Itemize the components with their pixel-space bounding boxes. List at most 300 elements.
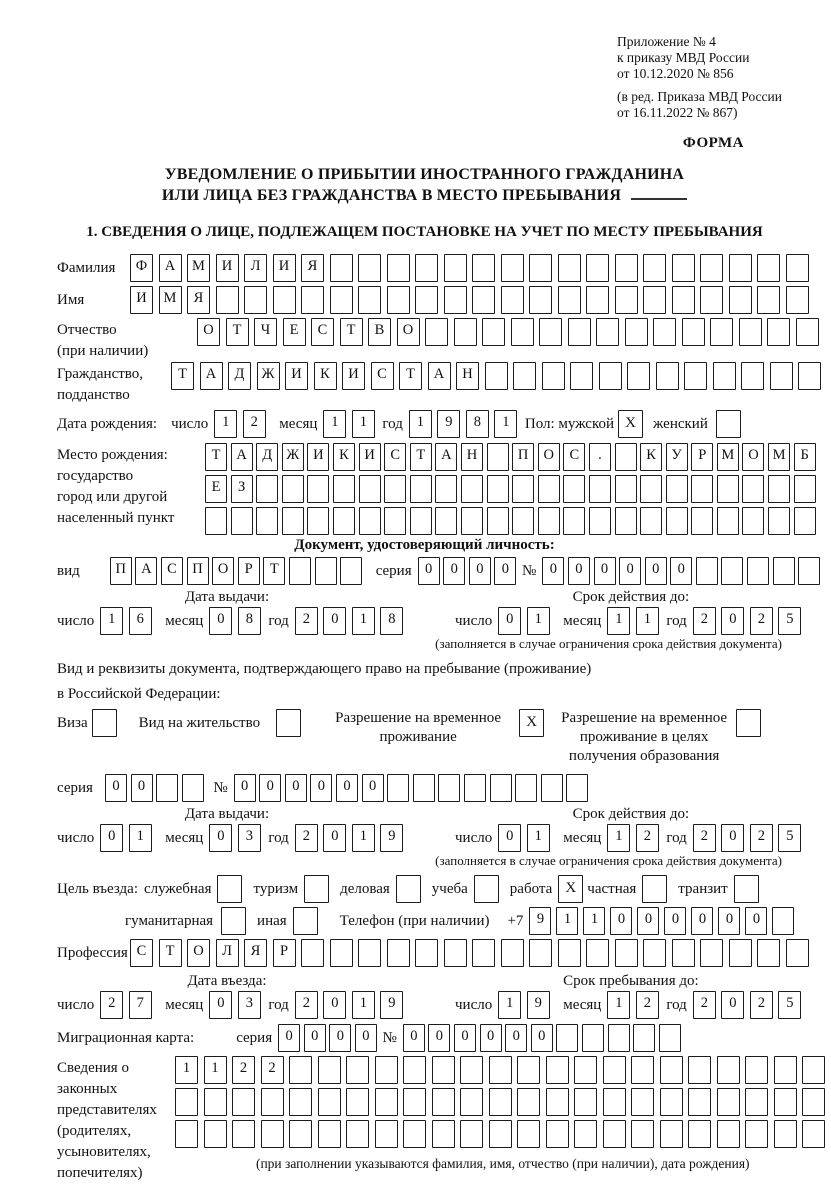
char-cell[interactable]: 8 <box>238 607 261 635</box>
char-cell[interactable] <box>710 318 733 346</box>
char-cell[interactable] <box>786 939 809 967</box>
char-cell[interactable] <box>659 1024 681 1052</box>
char-cell[interactable]: 0 <box>721 824 744 852</box>
char-cell[interactable] <box>541 774 563 802</box>
char-cell[interactable]: А <box>435 443 457 471</box>
char-cell[interactable] <box>688 1088 711 1116</box>
char-cell[interactable]: 1 <box>527 824 550 852</box>
char-cell[interactable] <box>359 475 381 503</box>
char-cell[interactable] <box>461 507 483 535</box>
char-cell[interactable] <box>798 362 821 390</box>
char-cell[interactable] <box>729 939 752 967</box>
char-cell[interactable]: И <box>216 254 239 282</box>
char-cell[interactable] <box>340 557 362 585</box>
char-cell[interactable] <box>346 1056 369 1084</box>
char-cell[interactable]: Н <box>456 362 479 390</box>
char-cell[interactable] <box>387 254 410 282</box>
char-cell[interactable]: П <box>512 443 534 471</box>
char-cell[interactable] <box>570 362 593 390</box>
char-cell[interactable] <box>558 254 581 282</box>
char-cell[interactable] <box>454 318 477 346</box>
char-cell[interactable]: А <box>200 362 223 390</box>
char-cell[interactable]: 0 <box>323 991 346 1019</box>
char-cell[interactable] <box>318 1120 341 1148</box>
char-cell[interactable] <box>643 286 666 314</box>
char-cell[interactable] <box>802 1120 825 1148</box>
education-permit-checkbox[interactable] <box>736 709 761 737</box>
char-cell[interactable] <box>684 362 707 390</box>
char-cell[interactable] <box>487 475 509 503</box>
char-cell[interactable] <box>757 939 780 967</box>
char-cell[interactable]: Б <box>794 443 816 471</box>
char-cell[interactable] <box>156 774 178 802</box>
char-cell[interactable] <box>700 254 723 282</box>
char-cell[interactable] <box>359 507 381 535</box>
char-cell[interactable] <box>358 286 381 314</box>
char-cell[interactable]: С <box>130 939 153 967</box>
char-cell[interactable]: Д <box>228 362 251 390</box>
char-cell[interactable] <box>742 507 764 535</box>
char-cell[interactable] <box>615 254 638 282</box>
char-cell[interactable] <box>774 1088 797 1116</box>
char-cell[interactable] <box>501 286 524 314</box>
char-cell[interactable] <box>487 507 509 535</box>
char-cell[interactable]: 9 <box>380 991 403 1019</box>
char-cell[interactable] <box>501 939 524 967</box>
char-cell[interactable]: 2 <box>295 824 318 852</box>
char-cell[interactable] <box>772 907 794 935</box>
char-cell[interactable]: 1 <box>607 991 630 1019</box>
char-cell[interactable]: 2 <box>636 991 659 1019</box>
char-cell[interactable] <box>660 1120 683 1148</box>
char-cell[interactable] <box>717 507 739 535</box>
char-cell[interactable]: 0 <box>454 1024 476 1052</box>
char-cell[interactable]: 9 <box>437 410 460 438</box>
char-cell[interactable]: И <box>285 362 308 390</box>
char-cell[interactable] <box>489 1056 512 1084</box>
char-cell[interactable] <box>413 774 435 802</box>
char-cell[interactable]: 0 <box>645 557 667 585</box>
char-cell[interactable] <box>490 774 512 802</box>
char-cell[interactable] <box>691 475 713 503</box>
char-cell[interactable] <box>529 286 552 314</box>
char-cell[interactable]: 0 <box>105 774 127 802</box>
char-cell[interactable]: О <box>538 443 560 471</box>
char-cell[interactable]: 0 <box>336 774 358 802</box>
char-cell[interactable] <box>387 774 409 802</box>
char-cell[interactable]: С <box>161 557 183 585</box>
char-cell[interactable] <box>512 475 534 503</box>
char-cell[interactable]: 0 <box>745 907 767 935</box>
char-cell[interactable] <box>691 507 713 535</box>
char-cell[interactable] <box>688 1056 711 1084</box>
char-cell[interactable]: К <box>640 443 662 471</box>
char-cell[interactable] <box>289 1120 312 1148</box>
purpose-other-checkbox[interactable] <box>293 907 318 935</box>
char-cell[interactable]: 1 <box>607 607 630 635</box>
char-cell[interactable] <box>485 362 508 390</box>
char-cell[interactable] <box>511 318 534 346</box>
char-cell[interactable] <box>653 318 676 346</box>
char-cell[interactable]: 2 <box>232 1056 255 1084</box>
char-cell[interactable] <box>786 254 809 282</box>
char-cell[interactable] <box>773 557 795 585</box>
char-cell[interactable] <box>256 475 278 503</box>
char-cell[interactable]: 0 <box>594 557 616 585</box>
char-cell[interactable]: 8 <box>380 607 403 635</box>
char-cell[interactable] <box>672 254 695 282</box>
char-cell[interactable]: Д <box>256 443 278 471</box>
char-cell[interactable] <box>432 1056 455 1084</box>
char-cell[interactable]: 1 <box>323 410 346 438</box>
char-cell[interactable] <box>346 1120 369 1148</box>
char-cell[interactable]: . <box>589 443 611 471</box>
char-cell[interactable] <box>739 318 762 346</box>
char-cell[interactable]: Т <box>263 557 285 585</box>
char-cell[interactable]: 2 <box>693 824 716 852</box>
char-cell[interactable]: С <box>563 443 585 471</box>
char-cell[interactable]: 0 <box>664 907 686 935</box>
char-cell[interactable] <box>615 286 638 314</box>
char-cell[interactable]: Ж <box>257 362 280 390</box>
char-cell[interactable]: 2 <box>693 991 716 1019</box>
char-cell[interactable] <box>432 1088 455 1116</box>
char-cell[interactable] <box>589 507 611 535</box>
char-cell[interactable]: О <box>397 318 420 346</box>
char-cell[interactable] <box>717 475 739 503</box>
char-cell[interactable] <box>603 1088 626 1116</box>
char-cell[interactable] <box>568 318 591 346</box>
char-cell[interactable]: 0 <box>418 557 440 585</box>
char-cell[interactable] <box>472 939 495 967</box>
char-cell[interactable] <box>574 1120 597 1148</box>
char-cell[interactable]: П <box>110 557 132 585</box>
char-cell[interactable] <box>489 1120 512 1148</box>
char-cell[interactable] <box>216 286 239 314</box>
char-cell[interactable] <box>261 1088 284 1116</box>
char-cell[interactable] <box>741 362 764 390</box>
char-cell[interactable]: 0 <box>721 991 744 1019</box>
char-cell[interactable] <box>796 318 819 346</box>
char-cell[interactable] <box>333 507 355 535</box>
char-cell[interactable] <box>563 475 585 503</box>
char-cell[interactable] <box>717 1088 740 1116</box>
char-cell[interactable]: А <box>231 443 253 471</box>
char-cell[interactable] <box>586 286 609 314</box>
char-cell[interactable] <box>410 507 432 535</box>
char-cell[interactable] <box>586 939 609 967</box>
char-cell[interactable]: 2 <box>261 1056 284 1084</box>
char-cell[interactable]: Т <box>205 443 227 471</box>
char-cell[interactable]: У <box>666 443 688 471</box>
char-cell[interactable]: 0 <box>428 1024 450 1052</box>
char-cell[interactable]: М <box>717 443 739 471</box>
char-cell[interactable] <box>558 286 581 314</box>
char-cell[interactable]: 6 <box>129 607 152 635</box>
char-cell[interactable]: Р <box>691 443 713 471</box>
char-cell[interactable]: 2 <box>636 824 659 852</box>
char-cell[interactable]: 1 <box>204 1056 227 1084</box>
char-cell[interactable]: С <box>311 318 334 346</box>
char-cell[interactable] <box>403 1120 426 1148</box>
char-cell[interactable]: З <box>231 475 253 503</box>
char-cell[interactable] <box>546 1120 569 1148</box>
char-cell[interactable]: 0 <box>259 774 281 802</box>
char-cell[interactable] <box>333 475 355 503</box>
char-cell[interactable] <box>538 507 560 535</box>
char-cell[interactable]: 1 <box>494 410 517 438</box>
char-cell[interactable] <box>482 318 505 346</box>
char-cell[interactable]: Т <box>399 362 422 390</box>
char-cell[interactable]: 1 <box>129 824 152 852</box>
char-cell[interactable] <box>802 1056 825 1084</box>
char-cell[interactable]: 0 <box>310 774 332 802</box>
char-cell[interactable] <box>315 557 337 585</box>
char-cell[interactable] <box>696 557 718 585</box>
char-cell[interactable] <box>688 1120 711 1148</box>
char-cell[interactable]: 0 <box>568 557 590 585</box>
visa-checkbox[interactable] <box>92 709 117 737</box>
char-cell[interactable]: М <box>159 286 182 314</box>
char-cell[interactable] <box>175 1120 198 1148</box>
char-cell[interactable]: 0 <box>637 907 659 935</box>
char-cell[interactable] <box>461 475 483 503</box>
char-cell[interactable]: 1 <box>100 607 123 635</box>
char-cell[interactable] <box>415 286 438 314</box>
char-cell[interactable]: С <box>371 362 394 390</box>
char-cell[interactable] <box>745 1120 768 1148</box>
char-cell[interactable] <box>438 774 460 802</box>
char-cell[interactable]: 0 <box>278 1024 300 1052</box>
char-cell[interactable] <box>487 443 509 471</box>
char-cell[interactable]: О <box>197 318 220 346</box>
char-cell[interactable] <box>301 939 324 967</box>
char-cell[interactable]: 0 <box>443 557 465 585</box>
char-cell[interactable]: 9 <box>529 907 551 935</box>
char-cell[interactable] <box>660 1088 683 1116</box>
char-cell[interactable] <box>672 286 695 314</box>
char-cell[interactable]: 2 <box>750 607 773 635</box>
char-cell[interactable] <box>289 1088 312 1116</box>
char-cell[interactable]: 0 <box>531 1024 553 1052</box>
char-cell[interactable] <box>643 939 666 967</box>
char-cell[interactable] <box>768 475 790 503</box>
char-cell[interactable]: 2 <box>243 410 266 438</box>
char-cell[interactable] <box>472 254 495 282</box>
char-cell[interactable]: Я <box>244 939 267 967</box>
char-cell[interactable] <box>330 254 353 282</box>
purpose-transit-checkbox[interactable] <box>734 875 759 903</box>
char-cell[interactable] <box>232 1088 255 1116</box>
char-cell[interactable]: 0 <box>403 1024 425 1052</box>
char-cell[interactable] <box>432 1120 455 1148</box>
char-cell[interactable]: М <box>187 254 210 282</box>
char-cell[interactable]: 1 <box>636 607 659 635</box>
char-cell[interactable] <box>603 1120 626 1148</box>
char-cell[interactable] <box>529 254 552 282</box>
char-cell[interactable] <box>472 286 495 314</box>
char-cell[interactable]: Л <box>216 939 239 967</box>
char-cell[interactable]: 1 <box>527 607 550 635</box>
char-cell[interactable] <box>615 507 637 535</box>
char-cell[interactable] <box>713 362 736 390</box>
char-cell[interactable] <box>682 318 705 346</box>
char-cell[interactable] <box>542 362 565 390</box>
char-cell[interactable] <box>608 1024 630 1052</box>
char-cell[interactable]: И <box>307 443 329 471</box>
char-cell[interactable]: Я <box>301 254 324 282</box>
purpose-study-checkbox[interactable] <box>474 875 499 903</box>
char-cell[interactable] <box>410 475 432 503</box>
char-cell[interactable]: О <box>212 557 234 585</box>
char-cell[interactable]: Ж <box>282 443 304 471</box>
char-cell[interactable]: А <box>428 362 451 390</box>
char-cell[interactable]: А <box>135 557 157 585</box>
char-cell[interactable] <box>232 1120 255 1148</box>
char-cell[interactable]: 0 <box>323 607 346 635</box>
char-cell[interactable]: О <box>742 443 764 471</box>
char-cell[interactable] <box>774 1120 797 1148</box>
char-cell[interactable] <box>627 362 650 390</box>
char-cell[interactable] <box>631 1088 654 1116</box>
char-cell[interactable] <box>384 475 406 503</box>
char-cell[interactable] <box>640 507 662 535</box>
char-cell[interactable] <box>717 1120 740 1148</box>
char-cell[interactable] <box>231 507 253 535</box>
char-cell[interactable]: 1 <box>409 410 432 438</box>
char-cell[interactable]: 1 <box>352 607 375 635</box>
char-cell[interactable] <box>794 507 816 535</box>
char-cell[interactable] <box>175 1088 198 1116</box>
char-cell[interactable] <box>182 774 204 802</box>
temporary-permit-checkbox[interactable]: X <box>519 709 544 737</box>
char-cell[interactable]: 8 <box>466 410 489 438</box>
char-cell[interactable] <box>301 286 324 314</box>
sex-female-checkbox[interactable] <box>716 410 741 438</box>
char-cell[interactable] <box>660 1056 683 1084</box>
char-cell[interactable] <box>631 1056 654 1084</box>
char-cell[interactable] <box>633 1024 655 1052</box>
char-cell[interactable] <box>261 1120 284 1148</box>
char-cell[interactable]: 2 <box>750 991 773 1019</box>
char-cell[interactable]: К <box>333 443 355 471</box>
char-cell[interactable] <box>318 1056 341 1084</box>
purpose-work-checkbox[interactable]: X <box>558 875 583 903</box>
char-cell[interactable] <box>745 1056 768 1084</box>
char-cell[interactable] <box>747 557 769 585</box>
char-cell[interactable] <box>672 939 695 967</box>
char-cell[interactable]: И <box>359 443 381 471</box>
char-cell[interactable] <box>358 254 381 282</box>
char-cell[interactable]: 0 <box>234 774 256 802</box>
char-cell[interactable] <box>656 362 679 390</box>
char-cell[interactable] <box>538 475 560 503</box>
char-cell[interactable]: 0 <box>362 774 384 802</box>
char-cell[interactable] <box>460 1120 483 1148</box>
char-cell[interactable] <box>546 1056 569 1084</box>
char-cell[interactable] <box>770 362 793 390</box>
char-cell[interactable] <box>582 1024 604 1052</box>
char-cell[interactable] <box>615 939 638 967</box>
char-cell[interactable]: 5 <box>778 824 801 852</box>
char-cell[interactable]: 0 <box>209 607 232 635</box>
char-cell[interactable]: И <box>342 362 365 390</box>
purpose-tourism-checkbox[interactable] <box>304 875 329 903</box>
char-cell[interactable] <box>415 254 438 282</box>
char-cell[interactable] <box>425 318 448 346</box>
char-cell[interactable] <box>666 507 688 535</box>
char-cell[interactable] <box>415 939 438 967</box>
sex-male-checkbox[interactable]: X <box>618 410 643 438</box>
char-cell[interactable] <box>387 286 410 314</box>
char-cell[interactable] <box>501 254 524 282</box>
char-cell[interactable] <box>512 507 534 535</box>
char-cell[interactable] <box>729 286 752 314</box>
char-cell[interactable] <box>289 1056 312 1084</box>
char-cell[interactable]: В <box>368 318 391 346</box>
char-cell[interactable] <box>643 254 666 282</box>
char-cell[interactable] <box>330 286 353 314</box>
char-cell[interactable]: 0 <box>469 557 491 585</box>
char-cell[interactable] <box>256 507 278 535</box>
purpose-private-checkbox[interactable] <box>642 875 667 903</box>
char-cell[interactable] <box>666 475 688 503</box>
char-cell[interactable] <box>563 507 585 535</box>
char-cell[interactable] <box>574 1056 597 1084</box>
char-cell[interactable] <box>403 1056 426 1084</box>
char-cell[interactable] <box>375 1120 398 1148</box>
char-cell[interactable] <box>517 1056 540 1084</box>
char-cell[interactable]: 0 <box>209 991 232 1019</box>
char-cell[interactable] <box>546 1088 569 1116</box>
char-cell[interactable] <box>318 1088 341 1116</box>
char-cell[interactable] <box>460 1088 483 1116</box>
char-cell[interactable] <box>589 475 611 503</box>
char-cell[interactable] <box>625 318 648 346</box>
char-cell[interactable]: Л <box>244 254 267 282</box>
char-cell[interactable] <box>768 507 790 535</box>
char-cell[interactable]: 0 <box>131 774 153 802</box>
char-cell[interactable] <box>384 507 406 535</box>
char-cell[interactable] <box>435 507 457 535</box>
char-cell[interactable]: С <box>384 443 406 471</box>
char-cell[interactable]: 1 <box>214 410 237 438</box>
char-cell[interactable] <box>403 1088 426 1116</box>
purpose-official-checkbox[interactable] <box>217 875 242 903</box>
char-cell[interactable]: 0 <box>480 1024 502 1052</box>
char-cell[interactable]: 0 <box>285 774 307 802</box>
char-cell[interactable] <box>717 1056 740 1084</box>
char-cell[interactable]: М <box>768 443 790 471</box>
char-cell[interactable]: 2 <box>100 991 123 1019</box>
char-cell[interactable] <box>742 475 764 503</box>
char-cell[interactable] <box>204 1088 227 1116</box>
char-cell[interactable]: К <box>314 362 337 390</box>
char-cell[interactable] <box>464 774 486 802</box>
char-cell[interactable]: Т <box>340 318 363 346</box>
char-cell[interactable]: Р <box>238 557 260 585</box>
char-cell[interactable] <box>205 507 227 535</box>
char-cell[interactable]: Т <box>410 443 432 471</box>
char-cell[interactable] <box>794 475 816 503</box>
char-cell[interactable]: 0 <box>542 557 564 585</box>
char-cell[interactable]: П <box>187 557 209 585</box>
char-cell[interactable]: Я <box>187 286 210 314</box>
char-cell[interactable] <box>721 557 743 585</box>
char-cell[interactable]: 1 <box>352 410 375 438</box>
char-cell[interactable]: 0 <box>505 1024 527 1052</box>
char-cell[interactable]: 5 <box>778 607 801 635</box>
